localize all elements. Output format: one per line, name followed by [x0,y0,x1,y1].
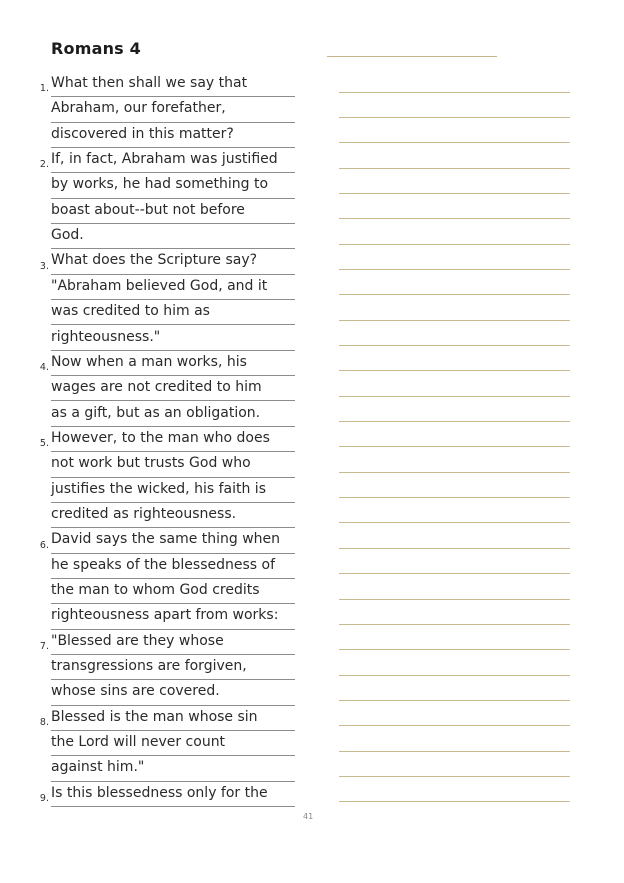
verse-text: discovered in this matter? [51,125,234,142]
verse-line [39,72,295,97]
verse-text: Blessed is the man whose sin [51,708,258,725]
verse-line [51,604,295,629]
verse-number: 8. [39,717,49,729]
practice-writing-line[interactable] [339,142,570,143]
verse-text: he speaks of the blessedness of [51,556,276,573]
practice-writing-line[interactable] [339,168,570,169]
verse-line [39,706,295,731]
verse-line [51,756,295,781]
verse-line [51,224,295,249]
verse-text: What then shall we say that [51,75,248,91]
verse-line [51,554,295,579]
practice-writing-line[interactable] [339,801,570,802]
verse-line [51,402,295,427]
verse-line [51,173,295,198]
verse-text: wages are not credited to him [51,379,262,396]
practice-writing-line[interactable] [339,649,570,650]
verse-text: the Lord will never count [51,734,226,751]
verse-number: 1. [39,83,49,95]
verse-line [51,123,295,148]
verse-text: against him." [51,759,145,776]
practice-writing-line[interactable] [339,700,570,701]
verse-text: the man to whom God credits [51,582,260,598]
practice-writing-line[interactable] [339,472,570,473]
verse-line [39,782,295,807]
verse-text: whose sins are covered. [51,683,220,700]
name-writing-line [327,56,497,57]
verse-line [51,452,295,477]
verse-line [39,249,295,274]
verse-line [39,630,295,655]
verse-line [51,376,295,401]
practice-writing-line[interactable] [339,751,570,752]
verse-number: 2. [39,159,49,171]
verse-text: Now when a man works, his [51,353,247,370]
verse-line [51,503,295,528]
verse-line [51,680,295,705]
verse-text: as a gift, but as an obligation. [51,404,261,421]
practice-writing-line[interactable] [339,675,570,676]
practice-writing-line[interactable] [339,599,570,600]
verse-text: Abraham, our forefather, [51,100,226,117]
verse-number: 9. [39,793,49,805]
practice-writing-line[interactable] [339,573,570,574]
practice-writing-line[interactable] [339,294,570,295]
verse-text: justifies the wicked, his faith is [51,480,266,497]
verse-text: was credited to him as [51,303,210,320]
practice-writing-line[interactable] [339,345,570,346]
verse-text: boast about--but not before [51,201,245,218]
verse-number: 4. [39,362,49,374]
verse-number: 7. [39,640,49,652]
verse-text: If, in fact, Abraham was justified [51,151,278,168]
verse-line [51,300,295,325]
verse-text: righteousness apart from works: [51,607,279,624]
verse-line [51,199,295,224]
verse-text: Is this blessedness only for the [51,784,268,801]
verse-line [51,326,295,351]
practice-writing-line[interactable] [339,396,570,397]
verse-number: 5. [39,438,49,450]
verse-line [51,275,295,300]
practice-writing-line[interactable] [339,117,570,118]
practice-writing-line[interactable] [339,548,570,549]
practice-writing-line[interactable] [339,269,570,270]
verse-text: by works, he had something to [51,176,269,193]
verse-line [51,655,295,680]
practice-writing-line[interactable] [339,193,570,194]
verse-text: not work but trusts God who [51,455,251,472]
verse-number: 6. [39,539,49,551]
verse-text: credited as righteousness. [51,505,237,522]
verse-text: However, to the man who does [51,429,270,446]
verse-line [39,528,295,553]
verse-text: What does the Scripture say? [51,252,258,269]
verse-text: righteousness." [51,328,161,345]
verse-text: transgressions are forgiven, [51,658,247,675]
practice-writing-line[interactable] [339,497,570,498]
verse-line [51,731,295,756]
verse-text: "Abraham believed God, and it [51,277,268,294]
practice-writing-line[interactable] [339,776,570,777]
practice-writing-line[interactable] [339,218,570,219]
verse-line [39,427,295,452]
page-number: 41 [303,812,314,821]
verse-line [51,579,295,604]
practice-writing-line[interactable] [339,725,570,726]
verse-line [39,351,295,376]
verse-line [39,148,295,173]
verse-text: "Blessed are they whose [51,632,224,649]
practice-writing-line[interactable] [339,522,570,523]
verse-number: 3. [39,260,49,272]
practice-writing-line[interactable] [339,446,570,447]
verse-text: David says the same thing when [51,531,281,548]
verse-line [51,97,295,122]
practice-writing-line[interactable] [339,370,570,371]
verse-text: God. [51,227,84,244]
practice-writing-line[interactable] [339,624,570,625]
practice-writing-line[interactable] [339,421,570,422]
practice-writing-line[interactable] [339,320,570,321]
verse-line [51,478,295,503]
practice-writing-line[interactable] [339,244,570,245]
page-title: Romans 4 [51,39,141,58]
practice-writing-line[interactable] [339,92,570,93]
